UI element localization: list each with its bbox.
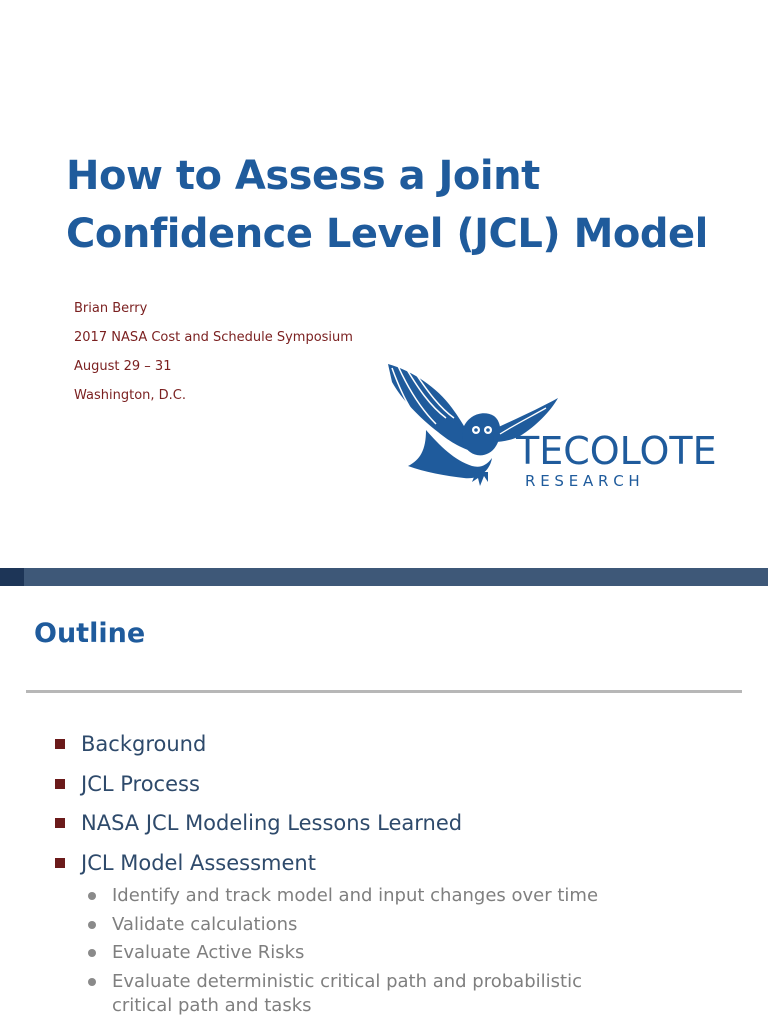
event-name: 2017 NASA Cost and Schedule Symposium [74,330,353,345]
logo-wordmark: TECOLOTE [516,429,717,473]
list-item: JCL Model Assessment [55,845,735,885]
list-item: NASA JCL Modeling Lessons Learned [55,805,735,845]
list-item: JCL Process [55,766,735,806]
presentation-meta [74,294,353,410]
slide-title [66,147,716,263]
event-dates: August 29 – 31 [74,359,172,374]
slide-divider [0,568,768,586]
sub-list-item: Evaluate Active Risks [87,941,647,965]
sub-list [87,884,647,1018]
outline-list [55,726,735,1022]
author: Brian Berry [74,301,148,316]
event-location: Washington, D.C. [74,388,187,403]
logo-subtext: R E S E A R C H [525,472,640,490]
list-item: Background [55,726,735,766]
sub-list-item: Validate calculations [87,913,647,937]
slide-title-line-1: How to Assess a Joint [66,153,540,199]
tecolote-logo [380,360,720,495]
outline-heading: Outline [34,618,146,649]
outline-slide [0,586,768,1024]
heading-rule [26,690,742,693]
slide-divider-accent [0,568,24,586]
slide-title-line-2: Confidence Level (JCL) Model [66,211,708,257]
sub-list-item: Evaluate deterministic critical path and probabilistic critical path and tasks [87,970,647,1018]
sub-list-item: Identify and track model and input changes over time [87,884,647,908]
